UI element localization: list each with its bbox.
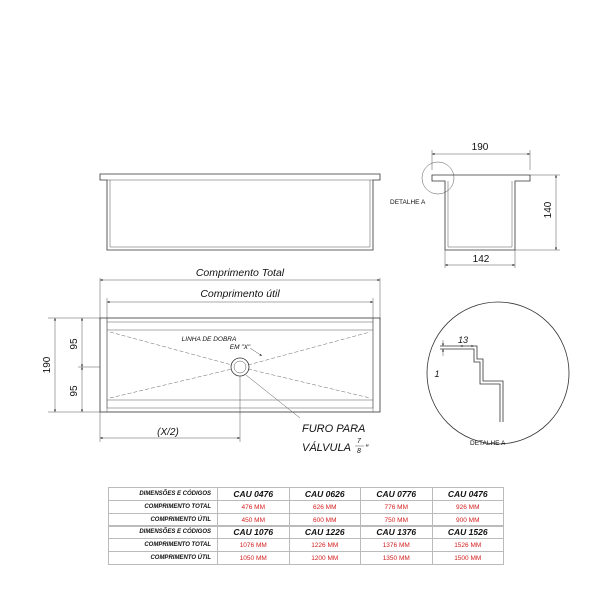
valve-size-unit: ": [365, 443, 369, 453]
total-length-value: 1226 MM: [289, 539, 361, 552]
table-row: [109, 552, 504, 565]
useful-length-value: 1500 MM: [432, 552, 504, 565]
spec-table-1: [108, 487, 504, 527]
side-detail-label: DETALHE A: [390, 199, 426, 206]
detail-a: [427, 302, 569, 447]
dim-95-bottom-label: 95: [69, 385, 80, 397]
row-label: COMPRIMENTO TOTAL: [109, 501, 218, 514]
table-header-row: [109, 488, 504, 501]
half-length-label: (X/2): [157, 427, 179, 438]
detail-a-label: DETALHE A: [470, 440, 506, 447]
total-length-value: 1076 MM: [218, 539, 290, 552]
useful-length-value: 450 MM: [218, 514, 290, 527]
table-row: [109, 501, 504, 514]
fold-line-label: LINHA DE DOBRA: [181, 336, 237, 343]
side-dim-width-top: 190: [471, 142, 489, 153]
detail-dim-1: 1: [434, 369, 440, 379]
front-view: [100, 174, 380, 250]
valve-label-line1: FURO PARA: [302, 423, 366, 435]
product-code: CAU 1526: [432, 526, 504, 539]
total-length-value: 776 MM: [361, 501, 433, 514]
product-code: CAU 0776: [361, 488, 433, 501]
product-code: CAU 0626: [289, 488, 361, 501]
total-length-value: 1526 MM: [432, 539, 504, 552]
valve-hole: [231, 358, 249, 376]
useful-length-value: 750 MM: [361, 514, 433, 527]
top-view: [42, 267, 380, 455]
useful-length-value: 1200 MM: [289, 552, 361, 565]
valve-size-numerator: 7: [357, 438, 361, 445]
total-length-value: 1376 MM: [361, 539, 433, 552]
valve-label-line2: VÁLVULA: [302, 442, 351, 454]
useful-length-value: 900 MM: [432, 514, 504, 527]
table-row: [109, 539, 504, 552]
total-length-value: 626 MM: [289, 501, 361, 514]
side-dim-height: 140: [543, 201, 554, 219]
total-length-label: Comprimento Total: [195, 267, 285, 279]
useful-length-value: 600 MM: [289, 514, 361, 527]
row-label: COMPRIMENTO TOTAL: [109, 539, 218, 552]
dim-190-label: 190: [42, 356, 53, 374]
product-code: CAU 0476: [218, 488, 290, 501]
table-header-label: DIMENSÕES E CÓDIGOS: [109, 488, 218, 501]
product-code: CAU 1076: [218, 526, 290, 539]
product-code: CAU 1376: [361, 526, 433, 539]
valve-size-denominator: 8: [357, 448, 361, 455]
table-header-row: [109, 526, 504, 539]
table-header-label: DIMENSÕES E CÓDIGOS: [109, 526, 218, 539]
side-dim-width-bottom: 142: [472, 254, 490, 265]
fold-line-sublabel: EM "X": [229, 344, 251, 351]
useful-length-value: 1350 MM: [361, 552, 433, 565]
useful-length-label: Comprimento útil: [200, 288, 280, 300]
product-code: CAU 1226: [289, 526, 361, 539]
side-view: [390, 142, 560, 268]
spec-table-2: [108, 525, 504, 565]
total-length-value: 476 MM: [218, 501, 290, 514]
dim-95-top-label: 95: [69, 338, 80, 350]
total-length-value: 926 MM: [432, 501, 504, 514]
detail-dim-13: 13: [457, 335, 469, 345]
useful-length-value: 1050 MM: [218, 552, 290, 565]
product-code: CAU 0476: [432, 488, 504, 501]
row-label: COMPRIMENTO ÚTIL: [109, 552, 218, 565]
row-label: COMPRIMENTO ÚTIL: [109, 514, 218, 527]
